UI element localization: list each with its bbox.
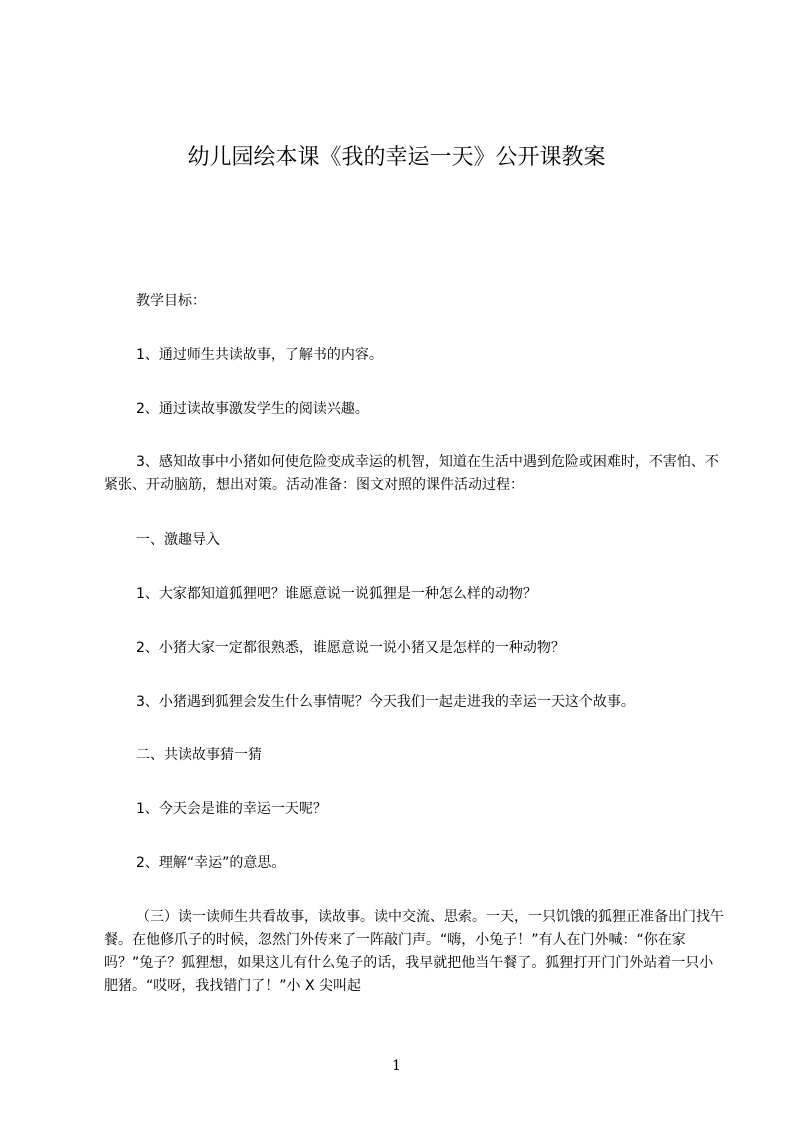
paragraph-section-1-item-3: 3、小猪遇到狐狸会发生什么事情呢？今天我们一起走进我的幸运一天这个故事。 xyxy=(136,694,635,710)
page-number: 1 xyxy=(392,1058,401,1074)
paragraph-section-1-heading: 一、激趣导入 xyxy=(136,532,220,548)
paragraph-section-1-item-1: 1、大家都知道狐狸吧？谁愿意说一说狐狸是一种怎么样的动物？ xyxy=(136,586,537,602)
paragraph-goal-2: 2、通过读故事激发学生的阅读兴趣。 xyxy=(136,401,369,417)
paragraph-section-2-heading: 二、共读故事猜一猜 xyxy=(136,747,262,763)
paragraph-section-1-item-2: 2、小猪大家一定都很熟悉，谁愿意说一说小猪又是怎样的一种动物？ xyxy=(136,640,565,656)
paragraph-goal-1: 1、通过师生共读故事，了解书的内容。 xyxy=(136,347,383,363)
paragraph-section-3-story: （三）读一读师生共看故事，读故事。读中交流、思索。一天，一只饥饿的狐狸正准备出门找午餐。在他修爪子的时候，忽然门外传来了一阵敲门声。“嗨，小兔子！”有人在门外喊：“你在家吗？”兔子？狐狸想，如果这儿有什么兔子的话，我早就把他当午餐了。狐狸打开门门外站着一只小肥猪。“哎呀，我找错门了！”小 X 尖叫起 xyxy=(104,909,724,994)
paragraph-teaching-goals-heading: 教学目标： xyxy=(136,293,206,309)
paragraph-goal-3: 3、感知故事中小猪如何使危险变成幸运的机智，知道在生活中遇到危险或困难时，不害怕、不紧张、开动脑筋，想出对策。活动准备：图文对照的课件活动过程： xyxy=(104,454,719,493)
paragraph-section-2-item-2: 2、理解“幸运”的意思。 xyxy=(136,855,286,871)
document-title: 幼儿园绘本课《我的幸运一天》公开课教案 xyxy=(187,145,606,170)
paragraph-section-2-item-1: 1、今天会是谁的幸运一天呢？ xyxy=(136,801,327,817)
